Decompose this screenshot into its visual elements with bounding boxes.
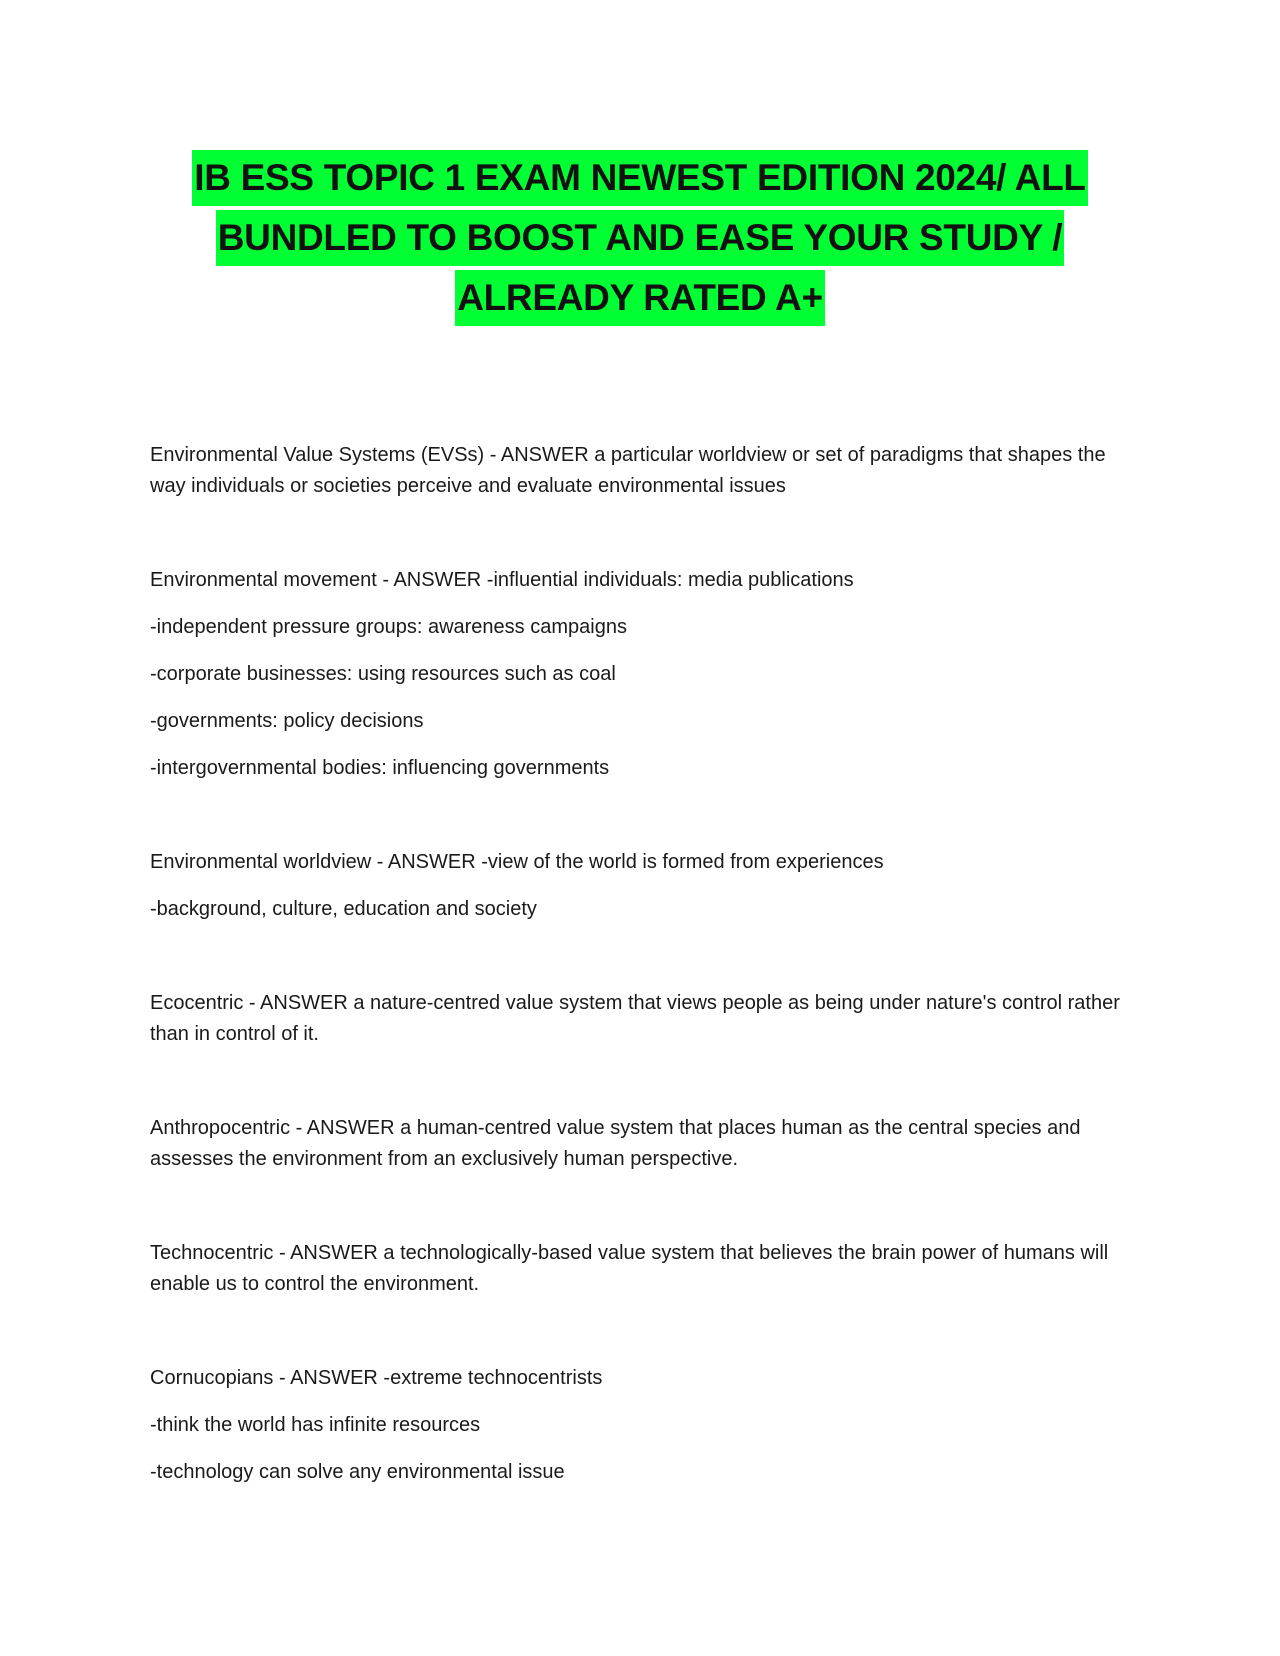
entry-cornucopians: [150, 1363, 1130, 1488]
entry-evs: [150, 440, 1130, 502]
entry-anthropocentric: [150, 1113, 1130, 1175]
entry-line: -governments: policy decisions: [150, 710, 424, 732]
entry-line: Ecocentric - ANSWER a nature-centred value system that views people as being under nature's control rather than in control of it.: [150, 992, 1120, 1045]
entry-ecocentric: [150, 988, 1130, 1050]
entry-environmental-worldview: [150, 847, 1130, 925]
title-line: BUNDLED TO BOOST AND EASE YOUR STUDY /: [216, 210, 1065, 266]
entry-environmental-movement: [150, 565, 1130, 784]
entry-line: -intergovernmental bodies: influencing governments: [150, 757, 610, 779]
entry-line: Environmental movement - ANSWER -influential individuals: media publications: [150, 569, 854, 591]
entry-line: Anthropocentric - ANSWER a human-centred value system that places human as the central species and assesses the environment from an exclusively human perspective.: [150, 1117, 1081, 1170]
title-line: IB ESS TOPIC 1 EXAM NEWEST EDITION 2024/ ALL: [192, 150, 1087, 206]
entry-line: Cornucopians - ANSWER -extreme technocentrists: [150, 1367, 603, 1389]
entry-line: -think the world has infinite resources: [150, 1414, 481, 1436]
entry-technocentric: [150, 1238, 1130, 1300]
document-title: [130, 148, 1150, 328]
title-line: ALREADY RATED A+: [455, 270, 825, 326]
entry-line: -background, culture, education and society: [150, 898, 537, 920]
entry-line: -independent pressure groups: awareness campaigns: [150, 616, 627, 638]
document-body: [150, 440, 1130, 1551]
entry-line: Technocentric - ANSWER a technologically-based value system that believes the brain power of humans will enable us to control the environment.: [150, 1242, 1109, 1295]
entry-line: -technology can solve any environmental issue: [150, 1461, 565, 1483]
entry-line: Environmental Value Systems (EVSs) - ANSWER a particular worldview or set of paradigms that shapes the way individuals or societies perceive and evaluate environmental issues: [150, 444, 1106, 497]
entry-line: Environmental worldview - ANSWER -view of the world is formed from experiences: [150, 851, 884, 873]
entry-line: -corporate businesses: using resources such as coal: [150, 663, 616, 685]
